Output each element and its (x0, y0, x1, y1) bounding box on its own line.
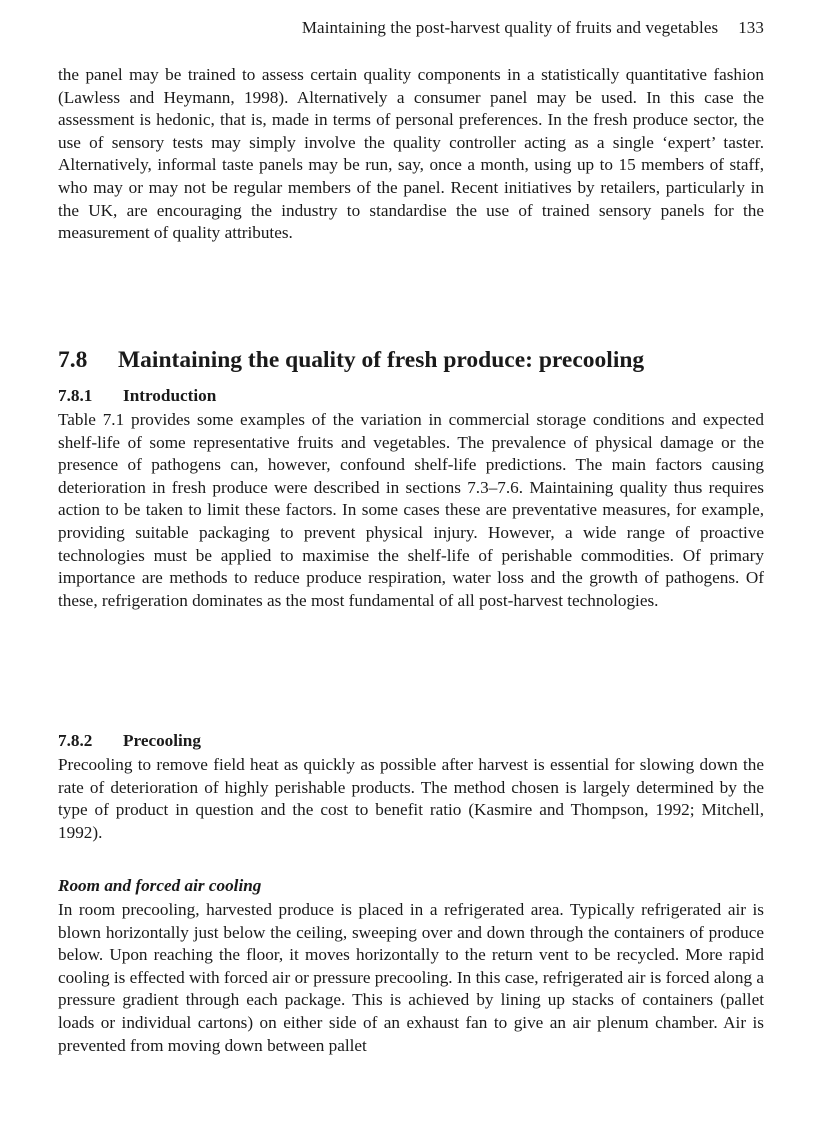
section-heading-7-8 (58, 347, 644, 374)
running-header (302, 18, 764, 38)
running-title: Maintaining the post-harvest quality of fruits and vegetables (301, 18, 719, 37)
section-number: 7.8 (58, 347, 88, 373)
room-forced-air-paragraph: In room precooling, harvested produce is placed in a refrigerated area. Typically refrigerated air is blown horizontally just below the ceiling, sweeping over and down through the containers of produce below. Upon reaching the floor, it moves horizontally to the return vent to be recycled. More rapid cooling is effected with forced air or pressure precooling. In this case, refrigerated air is forced along a pressure gradient through each package. This is achieved by lining up stacks of containers (pallet loads or individual cartons) on either side of an exhaust fan to give an air plenum chamber. Air is prevented from moving down between pallet (58, 900, 764, 1055)
precooling-paragraph: Precooling to remove field heat as quickly as possible after harvest is essential for slowing down the rate of deterioration of highly perishable products. The method chosen is largely determined by the type of product in question and the cost to benefit ratio (Kasmire and Thompson, 1992; Mitchell, 1992). (58, 755, 764, 842)
page-number: 133 (738, 18, 764, 37)
introduction-paragraph: Table 7.1 provides some examples of the variation in commercial storage conditions and expected shelf-life of some representative fruits and vegetables. The prevalence of physical damage or the presence of pathogens can, however, confound shelf-life predictions. The main factors causing deterioration in fresh produce were described in sections 7.3–7.6. Maintaining quality thus requires action to be taken to limit these factors. In some cases these are preventative measures, for example, providing suitable packaging to prevent physical injury. However, a wide range of proactive technologies must be applied to maximise the shelf-life of perishable commodities. Of primary importance are methods to reduce produce respiration, water loss and the growth of pathogens. Of these, refrigeration dominates as the most fundamental of all post-harvest technologies. (58, 410, 764, 610)
subsection-heading-7-8-1 (58, 386, 216, 406)
subsection-number: 7.8.2 (58, 731, 93, 750)
room-forced-air-heading: Room and forced air cooling (58, 876, 262, 895)
subsection-title: Precooling (123, 731, 201, 750)
section-title: Maintaining the quality of fresh produce: precooling (118, 347, 645, 373)
paragraph-continued: the panel may be trained to assess certain quality components in a statistically quantitative fashion (Lawless and Heymann, 1998). Alternatively a consumer panel may be used. In this case the assessment is hedonic, that is, made in terms of personal preferences. In the fresh produce sector, the use of sensory tests may simply involve the quality controller acting as a single ‘expert’ taster. Alternatively, informal taste panels may be run, say, once a month, using up to 15 members of staff, who may or may not be regular members of the panel. Recent initiatives by retailers, particularly in the UK, are encouraging the industry to standardise the use of trained sensory panels for the measurement of quality attributes. (58, 65, 764, 243)
subsection-title: Introduction (123, 386, 217, 405)
subsection-number: 7.8.1 (58, 386, 93, 405)
subsection-heading-7-8-2 (58, 731, 201, 751)
